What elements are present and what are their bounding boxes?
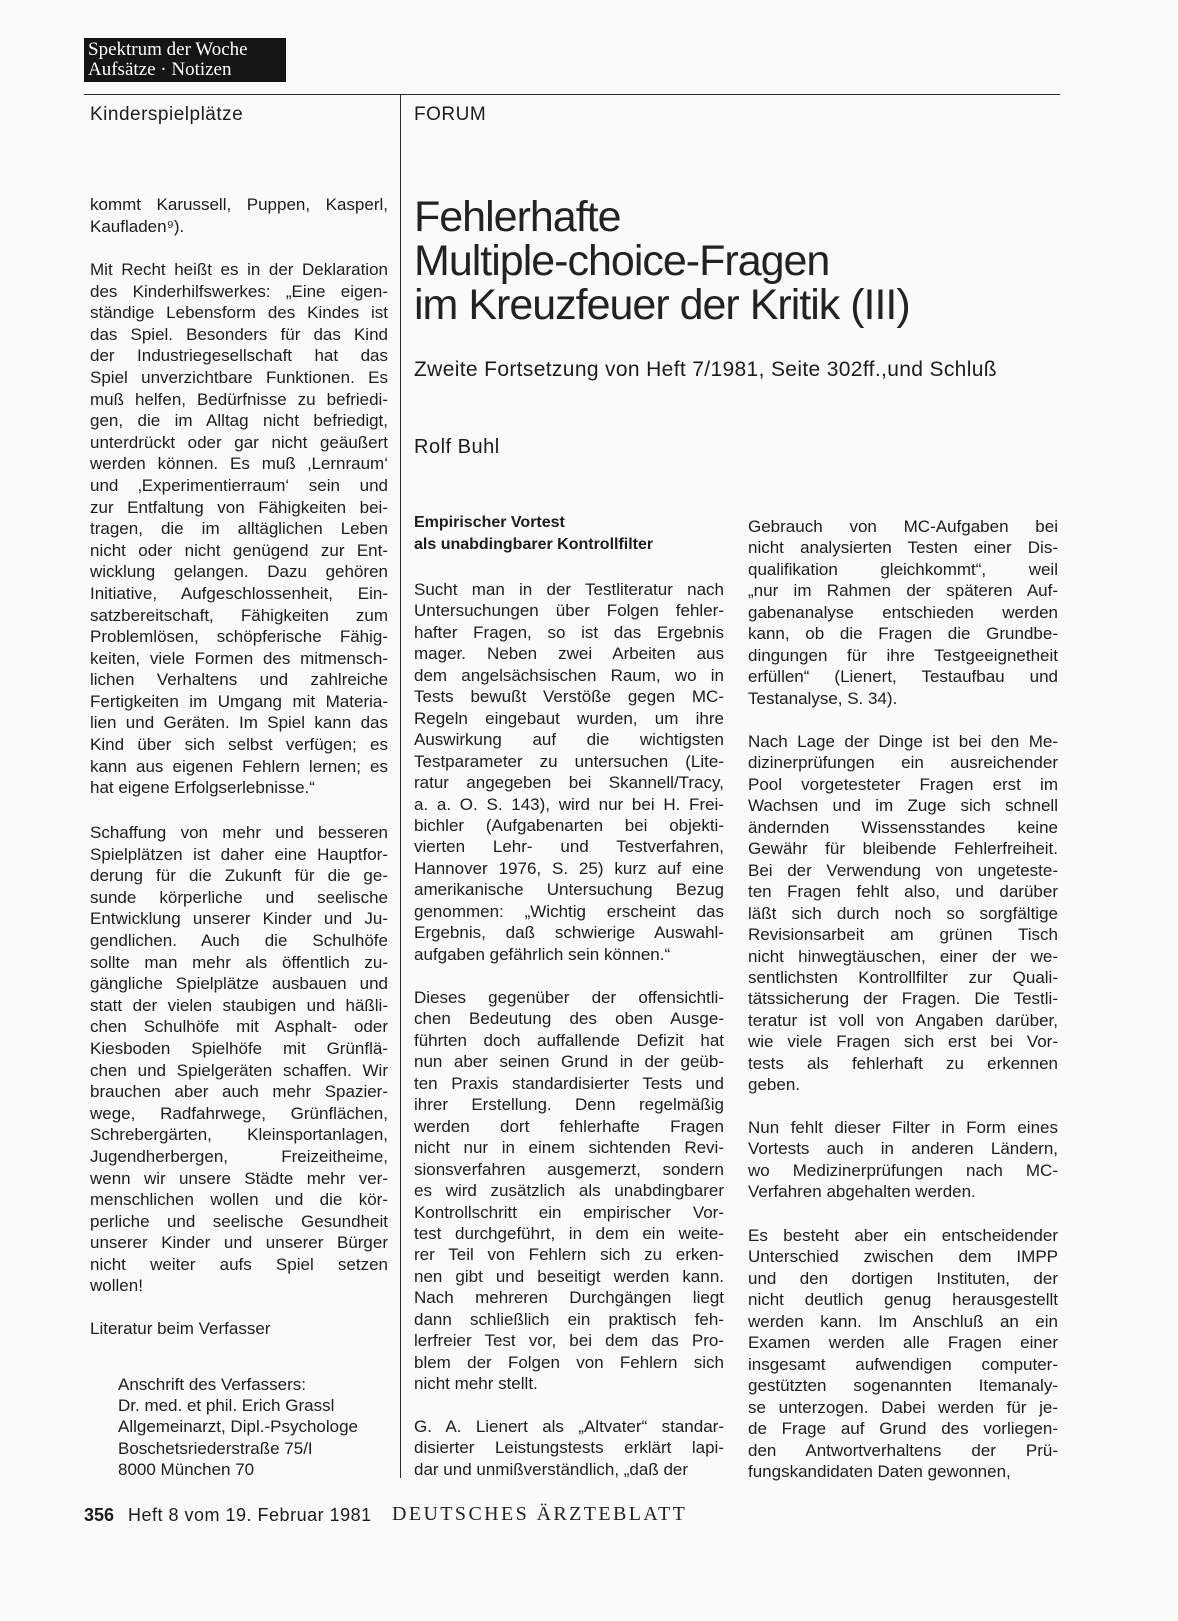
text-line: dann schließlich ein praktisch feh-: [414, 1309, 724, 1329]
text-line: vierten Lehr- und Testverfahren,: [414, 837, 724, 857]
text-line: Unterschied zwischen dem IMPP: [748, 1247, 1058, 1267]
text-line: Empirischer Vortest: [414, 514, 565, 531]
text-line: Bei der Verwendung von ungeteste-: [748, 860, 1058, 880]
text-line: Verfahren abgehalten werden.: [748, 1182, 976, 1202]
text-line: des Kinderhilfswerkes: „Eine eigen-: [90, 281, 388, 301]
text-line: genommen: „Wichtig erscheint das: [414, 901, 724, 921]
article-subheading: [414, 512, 724, 556]
text-line: bichler (Aufgabenarten bei objekti-: [414, 815, 724, 835]
text-line: und ‚Experimentierraum‘ sein und: [90, 475, 388, 495]
text-line: werden können. Es muß ‚Lernraum‘: [90, 454, 388, 474]
text-line: Hannover 1976, S. 25) kurz auf eine: [414, 858, 724, 878]
text-line: lerfreier Test vor, bei dem das Pro-: [414, 1331, 724, 1351]
text-line: fungskandidaten Daten gewonnen,: [748, 1461, 1011, 1481]
text-line: insgesamt aufwendigen computer-: [748, 1354, 1058, 1374]
text-line: Regeln eingebaut wurden, um ihre: [414, 708, 724, 728]
left-section-label: Kinderspielplätze: [90, 104, 244, 125]
text-line: Testparameter zu untersuchen (Lite-: [414, 751, 724, 771]
author-address: [118, 1374, 398, 1480]
text-line: wege, Radfahrwege, Grünflächen,: [90, 1103, 388, 1123]
text-line: G. A. Lienert als „Altvater“ standar-: [414, 1417, 724, 1436]
text-line: a. a. O. S. 143), wird nur bei H. Frei-: [414, 794, 724, 814]
text-line: teratur ist voll von Angaben darüber,: [748, 1010, 1058, 1030]
issue-info: Heft 8 vom 19. Februar 1981: [128, 1505, 372, 1525]
text-line: Revisionsarbeit am grünen Tisch: [748, 925, 1058, 945]
text-line: Fehlerhafte: [414, 193, 621, 241]
text-line: nicht weiter aufs Spiel setzen: [90, 1254, 388, 1274]
text-line: nicht mehr stellt.: [414, 1374, 538, 1394]
text-line: führten doch auffallende Defizit hat: [414, 1030, 724, 1050]
text-line: Untersuchungen über Folgen fehler-: [414, 601, 724, 621]
text-line: Ergebnis, daß schwierige Auswahl-: [414, 923, 724, 943]
text-line: werden dort fehlerhafte Fragen: [414, 1116, 724, 1136]
text-line: rer Teil von Fehlern sich zu erken-: [414, 1245, 724, 1265]
text-line: Nach Lage der Dinge ist bei den Me-: [748, 732, 1058, 751]
text-line: Kind über sich selbst verfügen; es: [90, 735, 388, 755]
masthead-line-2: Aufsätze · Notizen: [88, 59, 232, 80]
text-line: und den dortigen Instituten, der: [748, 1268, 1058, 1288]
text-line: im Kreuzfeuer der Kritik (III): [414, 281, 910, 329]
text-line: Kontrollschritt ein empirischer Vor-: [414, 1202, 724, 1222]
text-line: geben.: [748, 1075, 800, 1095]
text-line: Examen werden alle Fragen einer: [748, 1333, 1058, 1353]
text-line: läßt sich durch noch so sorgfältige: [748, 903, 1058, 923]
article-col2-paragraph-3: [748, 1117, 1058, 1203]
text-line: Gebrauch von MC-Aufgaben bei: [748, 517, 1058, 536]
text-line: Es besteht aber ein entscheidender: [748, 1226, 1058, 1245]
text-line: ihrer Erstellung. Denn regelmäßig: [414, 1095, 724, 1115]
text-line: Multiple-choice-Fragen: [414, 237, 830, 285]
text-line: kann aus eigenen Fehlern lernen; es: [90, 756, 388, 776]
text-line: chen Bedeutung des oben Ausge-: [414, 1009, 724, 1029]
text-line: muß helfen, Bedürfnisse zu befriedi-: [90, 389, 388, 409]
text-line: kann, ob die Fragen die Grundbe-: [748, 624, 1058, 644]
text-line: mager. Neben zwei Arbeiten aus: [414, 644, 724, 664]
article-col1-paragraph-1: [414, 579, 724, 965]
text-line: Nach mehreren Durchgängen liegt: [414, 1288, 724, 1308]
left-paragraph-3: [90, 822, 388, 1297]
text-line: dar und unmißverständlich, „daß der: [414, 1459, 689, 1479]
text-line: nicht nur in einem sichtenden Revi-: [414, 1138, 724, 1158]
text-line: erfüllen“ (Lienert, Testaufbau und: [748, 667, 1058, 687]
text-line: zur Entfaltung von Fähigkeiten bei-: [90, 497, 388, 517]
text-line: tests als fehlerhaft zu erkennen: [748, 1053, 1058, 1073]
text-line: disierter Leistungstests erklärt lapi-: [414, 1438, 724, 1458]
text-line: Anschrift des Verfassers:: [118, 1375, 307, 1394]
text-line: de Frage auf Grund des vorliegen-: [748, 1419, 1058, 1439]
text-line: tätssicherung der Fragen. Die Testli-: [748, 989, 1058, 1009]
text-line: Initiative, Aufgeschlossenheit, Ein-: [90, 583, 388, 603]
text-line: Schaffung von mehr und besseren: [90, 823, 388, 842]
text-line: Entwicklung unserer Kinder und Ju-: [90, 909, 388, 929]
text-line: Kiesboden Spielhöfe mit Grünflä-: [90, 1038, 388, 1058]
text-line: Dieses gegenüber der offensichtli-: [414, 988, 724, 1007]
text-line: Spielplätzen ist daher eine Hauptfor-: [90, 844, 388, 864]
text-line: nicht deutlich genug herausgestellt: [748, 1290, 1058, 1310]
text-line: chen und Spielgeräten schaffen. Wir: [90, 1060, 388, 1080]
text-line: der Industriegesellschaft hat das: [90, 346, 388, 366]
text-line: tragen, die im alltäglichen Leben: [90, 519, 388, 539]
text-line: wollen!: [90, 1276, 143, 1296]
text-line: Testanalyse, S. 34).: [748, 688, 898, 708]
text-line: Jugendherbergen, Freizeitheime,: [90, 1146, 388, 1166]
text-line: hat eigene Erfolgserlebnisse.“: [90, 778, 315, 798]
text-line: Tests bewußt Verstöße gegen MC-: [414, 687, 724, 707]
text-line: ten Praxis standardisierter Tests und: [414, 1073, 724, 1093]
article-subtitle: Zweite Fortsetzung von Heft 7/1981, Seite 302ff.,und Schluß: [414, 358, 997, 381]
text-line: gendlichen. Auch die Schulhöfe: [90, 930, 388, 950]
text-line: Auswirkung auf die wichtigsten: [414, 730, 724, 750]
article-col1-paragraph-3: [414, 1416, 724, 1480]
masthead-line-1: Spektrum der Woche: [88, 39, 248, 60]
text-line: dingungen für ihre Testgeeignetheit: [748, 645, 1058, 665]
text-line: wenn wir unsere Städte mehr ver-: [90, 1168, 388, 1188]
text-line: lichen Verhaltens und zahlreiche: [90, 670, 388, 690]
text-line: dizinerprüfungen ein ausreichender: [748, 753, 1058, 773]
left-paragraph-2: [90, 259, 388, 799]
text-line: qualifikation gleichkommt“, weil: [748, 559, 1058, 579]
text-line: unserer Kinder und unserer Bürger: [90, 1233, 388, 1253]
text-line: menschlichen wollen und die kör-: [90, 1190, 388, 1210]
text-line: wicklung gelangen. Dazu gehören: [90, 562, 388, 582]
text-line: Schrebergärten, Kleinsportanlagen,: [90, 1125, 388, 1145]
text-line: nun aber seinen Grund in der geüb-: [414, 1052, 724, 1072]
text-line: Pool vorgetesteter Fragen erst im: [748, 774, 1058, 794]
text-line: Spiel unverzichtbare Funktionen. Es: [90, 367, 388, 387]
text-line: aufgaben gefährlich sein können.“: [414, 944, 671, 964]
text-line: es wird zusätzlich als unabdingbarer: [414, 1181, 724, 1201]
text-line: dem angelsächsischen Raum, wo in: [414, 665, 724, 685]
text-line: als unabdingbarer Kontrollfilter: [414, 536, 654, 553]
text-line: Gewähr für bleibende Fehlerfreiheit.: [748, 839, 1058, 859]
text-line: ändernden Wissensstandes keine: [748, 817, 1058, 837]
text-line: lien und Geräten. Im Spiel kann das: [90, 713, 388, 733]
text-line: Mit Recht heißt es in der Deklaration: [90, 260, 388, 279]
article-title: [414, 195, 910, 327]
text-line: unterdrückt oder gar nicht geäußert: [90, 432, 388, 452]
text-line: das Spiel. Besonders für das Kind: [90, 324, 388, 344]
text-line: blem der Folgen von Fehlern sich: [414, 1352, 724, 1372]
left-paragraph-1: [90, 194, 388, 237]
article-section-label: FORUM: [414, 104, 487, 125]
text-line: sollte man mehr als öffentlich zu-: [90, 952, 388, 972]
text-line: Nun fehlt dieser Filter in Form eines: [748, 1118, 1058, 1137]
text-line: „nur im Rahmen der späteren Auf-: [748, 581, 1058, 601]
column-divider: [400, 95, 401, 1478]
text-line: kommt Karussell, Puppen, Kasperl,: [90, 195, 388, 214]
text-line: Kaufladen⁹).: [90, 216, 185, 236]
text-line: wo Medizinerprüfungen nach MC-: [748, 1160, 1058, 1180]
text-line: keiten, viele Formen des mitmensch-: [90, 648, 388, 668]
section-masthead: [84, 38, 286, 82]
text-line: 8000 München 70: [118, 1459, 255, 1479]
text-line: wie viele Fragen sich erst bei Vor-: [748, 1032, 1058, 1052]
text-line: nen gibt und beseitigt werden kann.: [414, 1266, 724, 1286]
text-line: nicht analysierten Testen einer Dis-: [748, 538, 1058, 558]
text-line: test durchgeführt, in dem ein weite-: [414, 1223, 724, 1243]
article-col2-paragraph-2: [748, 731, 1058, 1096]
text-line: gängliche Spielplätze ausbauen und: [90, 974, 388, 994]
text-line: statt der vielen staubigen und häßli-: [90, 995, 388, 1015]
text-line: brauchen aber auch mehr Spazier-: [90, 1082, 388, 1102]
text-line: satzbereitschaft, Fähigkeiten zum: [90, 605, 388, 625]
top-rule: [84, 94, 1060, 95]
text-line: nicht hinwegtäuschen, einer der we-: [748, 946, 1058, 966]
text-line: chen Schulhöfe mit Asphalt- oder: [90, 1017, 388, 1037]
text-line: sentlichsten Kontrollfilter zur Quali-: [748, 967, 1058, 987]
text-line: nicht oder nicht genügend zur Ent-: [90, 540, 388, 560]
text-line: sionsverfahren ausgemerzt, sondern: [414, 1159, 724, 1179]
article-col2-paragraph-4: [748, 1225, 1058, 1482]
text-line: ständige Lebensform des Kindes ist: [90, 303, 388, 323]
article-col2-paragraph-1: [748, 516, 1058, 709]
text-line: werden kann. Im Anschluß an ein: [748, 1311, 1058, 1331]
text-line: Problemlösen, schöpferische Fähig-: [90, 627, 388, 647]
journal-name: DEUTSCHES ÄRZTEBLATT: [392, 1503, 688, 1525]
text-line: Fertigkeiten im Umgang mit Materia-: [90, 691, 388, 711]
text-line: den Antwortverhaltens der Prü-: [748, 1440, 1058, 1460]
text-line: gabenanalyse entschieden werden: [748, 602, 1058, 622]
text-line: sunde körperliche und seelische: [90, 887, 388, 907]
literature-note: Literatur beim Verfasser: [90, 1319, 271, 1338]
text-line: hafter Fragen, so ist das Ergebnis: [414, 622, 724, 642]
text-line: Allgemeinarzt, Dipl.-Psychologe: [118, 1417, 358, 1437]
text-line: Boschetsriederstraße 75/I: [118, 1438, 313, 1458]
text-line: Vortests auch in anderen Ländern,: [748, 1139, 1058, 1159]
text-line: Wachsen und im Zuge sich schnell: [748, 796, 1058, 816]
text-line: ratur angegeben bei Skannell/Tracy,: [414, 773, 724, 793]
text-line: amerikanische Untersuchung Bezug: [414, 880, 724, 900]
article-col1-paragraph-2: [414, 987, 724, 1395]
text-line: perliche und seelische Gesundheit: [90, 1211, 388, 1231]
text-line: ten Fragen fehlt also, und darüber: [748, 882, 1058, 902]
text-line: se unterzogen. Dabei werden für je-: [748, 1397, 1058, 1417]
text-line: gen, die im Alltag nicht befriedigt,: [90, 411, 388, 431]
text-line: Sucht man in der Testliteratur nach: [414, 580, 724, 599]
text-line: gestützten sogenannten Itemanaly-: [748, 1376, 1058, 1396]
page-number: 356: [84, 1505, 115, 1525]
text-line: Dr. med. et phil. Erich Grassl: [118, 1396, 335, 1416]
article-author: Rolf Buhl: [414, 436, 500, 458]
text-line: derung für die Zukunft für die ge-: [90, 866, 388, 886]
